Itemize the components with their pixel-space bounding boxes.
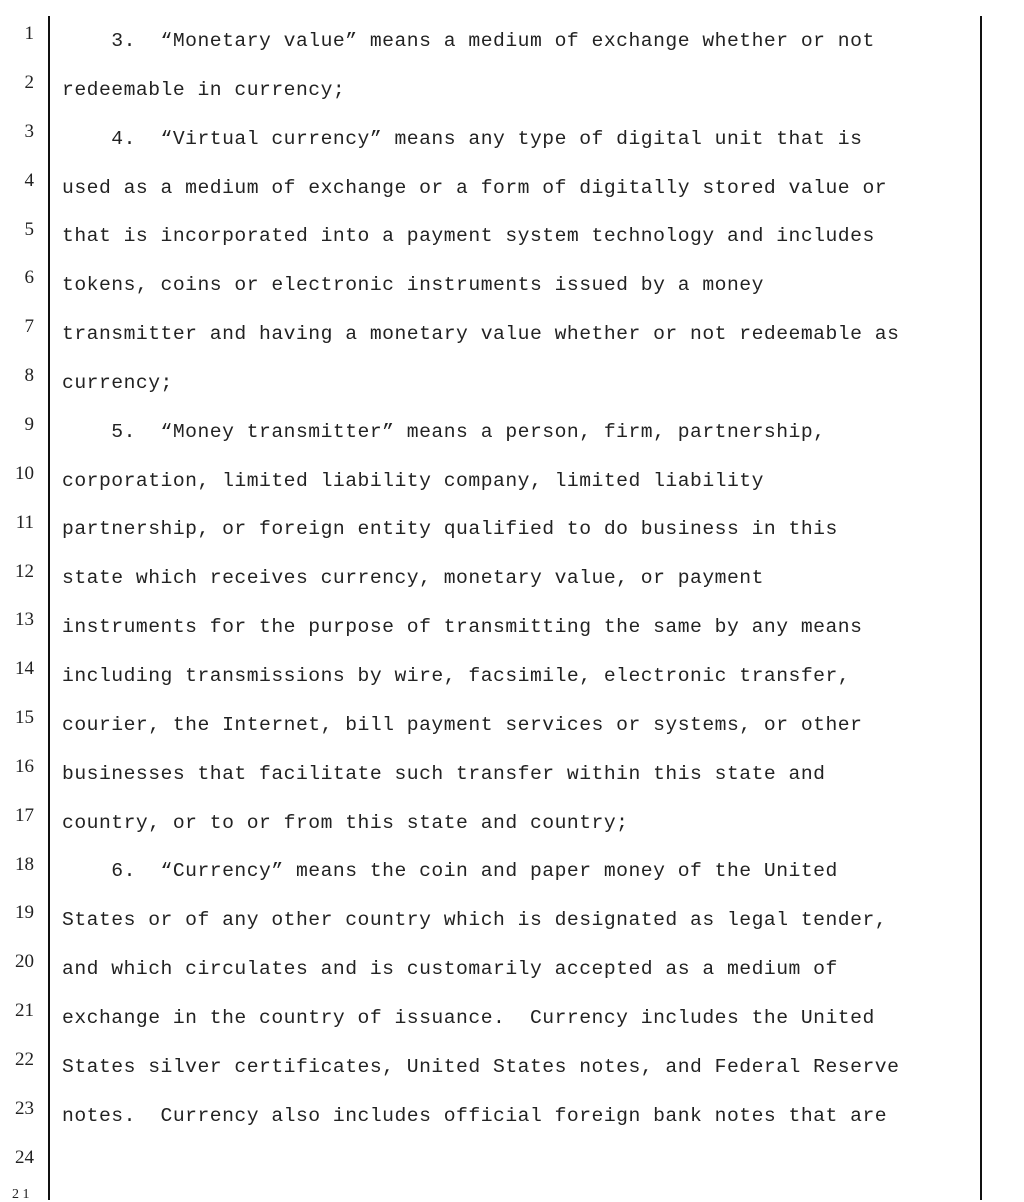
paragraph-3-line: redeemable in currency; bbox=[62, 79, 346, 101]
paragraph-6-line: 6. “Currency” means the coin and paper money of the United bbox=[62, 860, 838, 882]
line-number: 12 bbox=[15, 561, 34, 582]
line-number: 13 bbox=[15, 609, 34, 630]
paragraph-6-line: exchange in the country of issuance. Currency includes the United bbox=[62, 1007, 875, 1029]
line-number: 23 bbox=[15, 1098, 34, 1119]
line-number: 19 bbox=[15, 902, 34, 923]
line-number: 3 bbox=[24, 121, 34, 142]
line-number: 7 bbox=[24, 316, 34, 337]
line-number: 22 bbox=[15, 1049, 34, 1070]
paragraph-3-line: 3. “Monetary value” means a medium of exchange whether or not bbox=[62, 30, 875, 52]
paragraph-4-line: that is incorporated into a payment system technology and includes bbox=[62, 225, 875, 247]
document-body bbox=[62, 0, 962, 1200]
line-number-column bbox=[0, 0, 40, 1200]
line-number: 5 bbox=[24, 219, 34, 240]
paragraph-6-line: and which circulates and is customarily accepted as a medium of bbox=[62, 958, 838, 980]
paragraph-5-line: businesses that facilitate such transfer within this state and bbox=[62, 763, 826, 785]
paragraph-6-line: States silver certificates, United States notes, and Federal Reserve bbox=[62, 1056, 900, 1078]
line-number: 2 bbox=[24, 72, 34, 93]
line-number: 21 bbox=[15, 1000, 34, 1021]
paragraph-5-line: courier, the Internet, bill payment services or systems, or other bbox=[62, 714, 863, 736]
left-margin-rule bbox=[48, 16, 50, 1200]
line-number: 24 bbox=[15, 1147, 34, 1168]
paragraph-4-line: 4. “Virtual currency” means any type of digital unit that is bbox=[62, 128, 863, 150]
paragraph-4-line: tokens, coins or electronic instruments issued by a money bbox=[62, 274, 764, 296]
line-number: 14 bbox=[15, 658, 34, 679]
line-number: 17 bbox=[15, 805, 34, 826]
paragraph-5-line: corporation, limited liability company, limited liability bbox=[62, 470, 764, 492]
line-number: 9 bbox=[24, 414, 34, 435]
paragraph-5-line: 5. “Money transmitter” means a person, firm, partnership, bbox=[62, 421, 826, 443]
line-number: 1 bbox=[24, 23, 34, 44]
paragraph-6-line: notes. Currency also includes official foreign bank notes that are bbox=[62, 1105, 888, 1127]
line-number: 11 bbox=[15, 512, 34, 533]
line-number: 20 bbox=[15, 951, 34, 972]
line-number: 4 bbox=[24, 170, 34, 191]
paragraph-5-line: including transmissions by wire, facsimile, electronic transfer, bbox=[62, 665, 851, 687]
paragraph-5-line: partnership, or foreign entity qualified to do business in this bbox=[62, 518, 838, 540]
right-margin-rule bbox=[980, 16, 982, 1200]
line-number: 6 bbox=[24, 267, 34, 288]
paragraph-4-line: transmitter and having a monetary value whether or not redeemable as bbox=[62, 323, 900, 345]
line-number: 10 bbox=[15, 463, 34, 484]
line-number: 16 bbox=[15, 756, 34, 777]
partial-line-number: 2 1 bbox=[12, 1187, 30, 1202]
paragraph-5-line: state which receives currency, monetary value, or payment bbox=[62, 567, 764, 589]
line-number: 15 bbox=[15, 707, 34, 728]
paragraph-6-line: States or of any other country which is designated as legal tender, bbox=[62, 909, 888, 931]
line-number: 18 bbox=[15, 854, 34, 875]
line-number: 8 bbox=[24, 365, 34, 386]
paragraph-5-line: instruments for the purpose of transmitting the same by any means bbox=[62, 616, 863, 638]
paragraph-4-line: currency; bbox=[62, 372, 173, 394]
paragraph-5-line: country, or to or from this state and country; bbox=[62, 812, 629, 834]
paragraph-4-line: used as a medium of exchange or a form of digitally stored value or bbox=[62, 177, 888, 199]
